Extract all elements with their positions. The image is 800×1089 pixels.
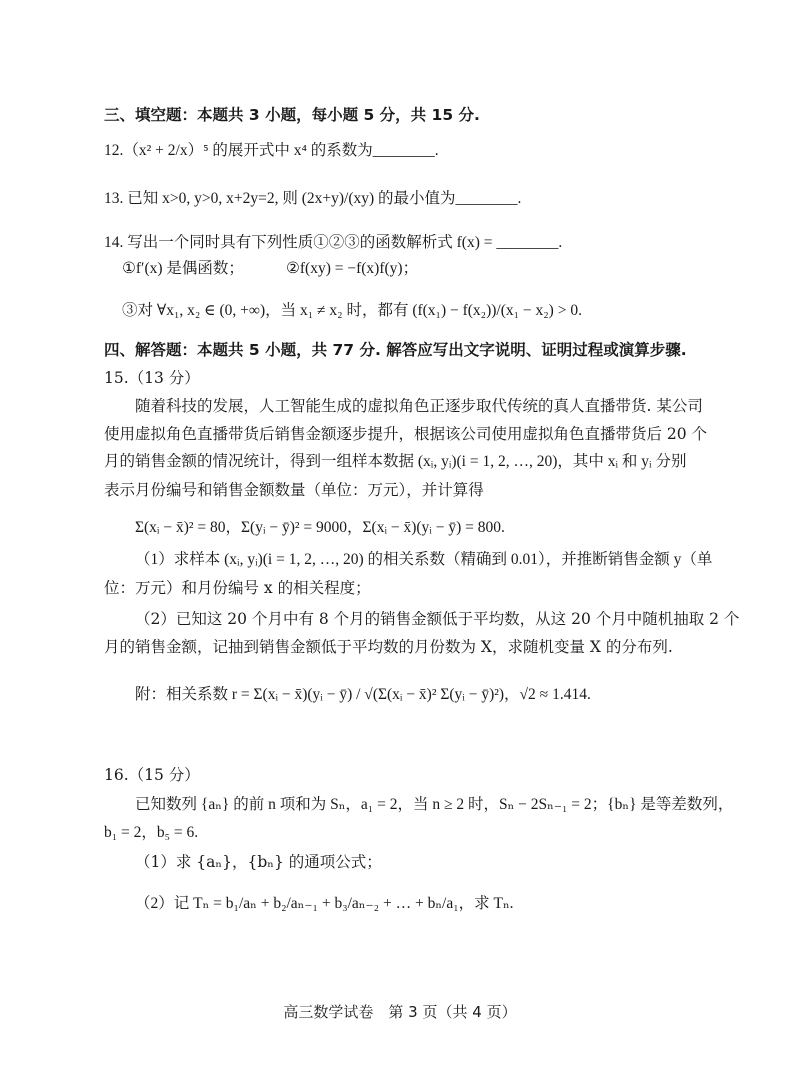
question-15-sub-2-a: （2）已知这 20 个月中有 8 个月的销售金额低于平均数，从这 20 个月中随机抽取 2 个 xyxy=(135,610,740,628)
question-15-sub-1-b: 位：万元）和月份编号 x 的相关程度； xyxy=(104,579,371,597)
question-15-para-4: 表示月份编号和销售金额数量（单位：万元），并计算得 xyxy=(104,481,484,499)
solve-section-header: 四、解答题：本题共 5 小题，共 77 分. 解答应写出文字说明、证明过程或演算步骤. xyxy=(104,341,687,359)
question-14-property-3: ③对 ∀x₁, x₂ ∈ (0, +∞)，当 x₁ ≠ x₂ 时，都有 (f(x₁) − f(x₂))/(x₁ − x₂) > 0. xyxy=(122,302,582,319)
question-14-property-1: ①f′(x) 是偶函数； xyxy=(122,260,244,277)
question-15-para-1: 随着科技的发展，人工智能生成的虚拟角色正逐步取代传统的真人直播带货. 某公司 xyxy=(135,397,703,415)
question-15-para-3: 月的销售金额的情况统计，得到一组样本数据 (xᵢ, yᵢ)(i = 1, 2, …, 20)，其中 xᵢ 和 yᵢ 分别 xyxy=(104,453,687,470)
question-15-title: 15.（13 分） xyxy=(104,369,200,387)
question-16-line-2: b₁ = 2，b₅ = 6. xyxy=(104,824,199,841)
question-15-appendix-formula: 附：相关系数 r = Σ(xᵢ − x̄)(yᵢ − ȳ) / √(Σ(xᵢ − x̄)² Σ(yᵢ − ȳ)²)，√2 ≈ 1.414. xyxy=(135,686,591,703)
question-16-title: 16.（15 分） xyxy=(104,766,200,784)
question-15-sub-1-a: （1）求样本 (xᵢ, yᵢ)(i = 1, 2, …, 20) 的相关系数（精确到 0.01），并推断销售金额 y（单 xyxy=(135,551,713,568)
question-12: 12.（x² + 2/x）⁵ 的展开式中 x⁴ 的系数为________. xyxy=(104,142,439,159)
fill-blank-section-header: 三、填空题：本题共 3 小题，每小题 5 分，共 15 分. xyxy=(104,106,480,124)
question-15-sub-2-b: 月的销售金额，记抽到销售金额低于平均数的月份数为 X，求随机变量 X 的分布列. xyxy=(104,638,673,656)
question-16-line-1: 已知数列 {aₙ} 的前 n 项和为 Sₙ，a₁ = 2，当 n ≥ 2 时，Sₙ − 2Sₙ₋₁ = 2；{bₙ} 是等差数列， xyxy=(135,796,734,813)
question-14-intro: 14. 写出一个同时具有下列性质①②③的函数解析式 f(x) = ________. xyxy=(104,234,563,251)
question-16-sub-1: （1）求 {aₙ}，{bₙ} 的通项公式； xyxy=(135,853,382,871)
page-footer: 高三数学试卷 第 3 页（共 4 页） xyxy=(283,1003,517,1021)
question-13: 13. 已知 x>0, y>0, x+2y=2, 则 (2x+y)/(xy) 的最小值为________. xyxy=(104,190,522,207)
question-16-sub-2: （2）记 Tₙ = b₁/aₙ + b₂/aₙ₋₁ + b₃/aₙ₋₂ + … + bₙ/a₁，求 Tₙ. xyxy=(135,895,514,912)
question-15-given-sums: Σ(xᵢ − x̄)² = 80，Σ(yᵢ − ȳ)² = 9000，Σ(xᵢ − x̄)(yᵢ − ȳ) = 800. xyxy=(135,519,505,536)
question-14-property-2: ②f(xy) = −f(x)f(y)； xyxy=(286,260,419,277)
question-15-para-2: 使用虚拟角色直播带货后销售金额逐步提升，根据该公司使用虚拟角色直播带货后 20 个 xyxy=(104,425,708,443)
